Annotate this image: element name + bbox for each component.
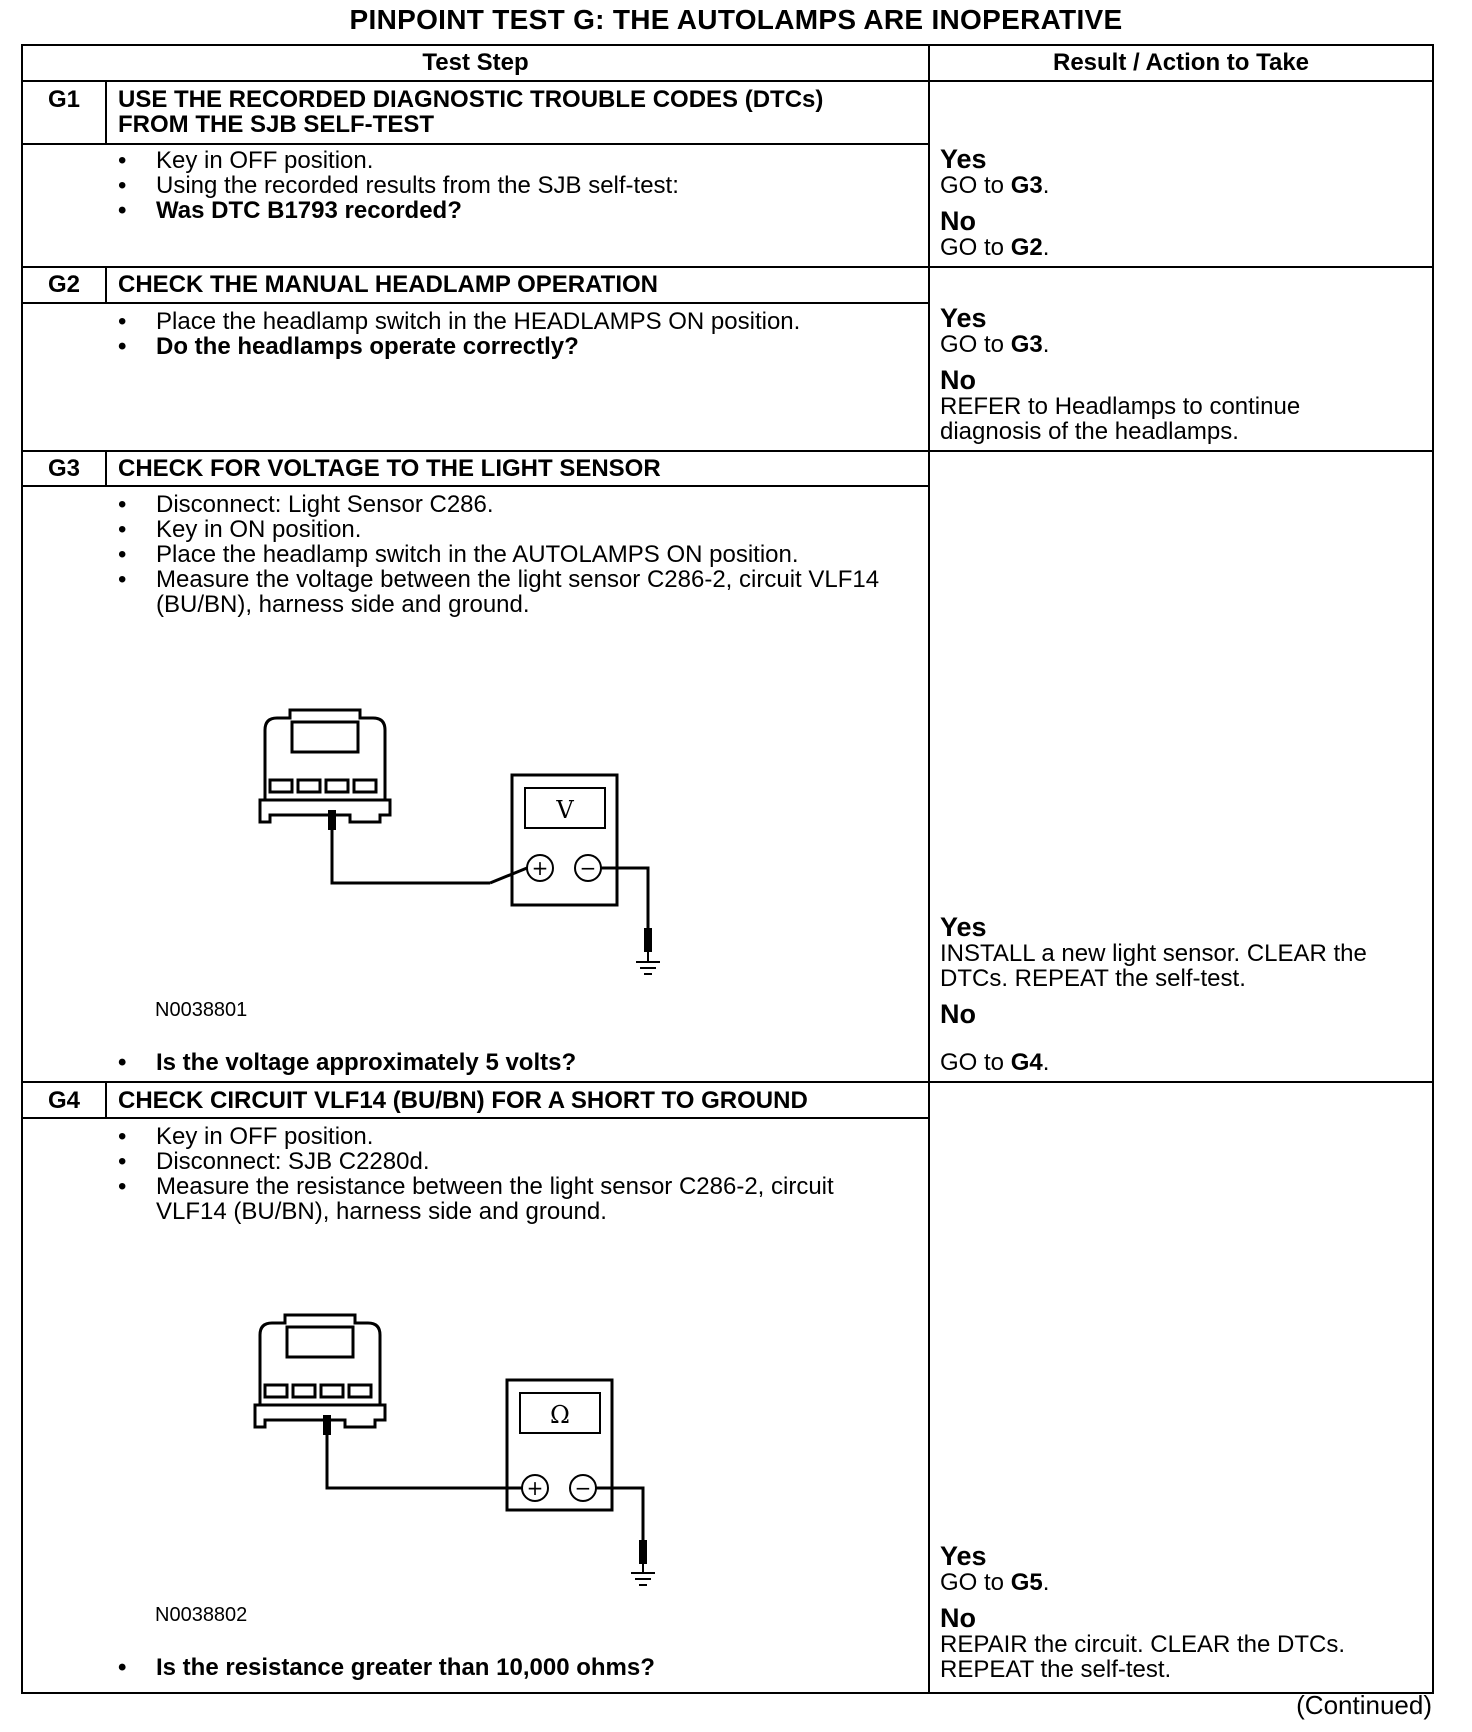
g2-no-label: No (940, 365, 976, 395)
g4-meter-plus-sign: + (526, 1476, 544, 1500)
g3-question-block (118, 1050, 908, 1075)
step-body-g3 (118, 492, 908, 617)
g4-connector-drawing (255, 1315, 385, 1427)
header-result: Result / Action to Take (1052, 49, 1310, 76)
g3-connector-pin-2 (298, 780, 320, 792)
header-bottom-border (21, 80, 1434, 82)
g2-question: • Do the headlamps operate correctly? (118, 334, 918, 359)
g1-bullet-1: • Key in OFF position. (118, 148, 918, 173)
result-g4 (940, 1543, 1420, 1682)
g4-connector-pin-1 (265, 1385, 287, 1397)
g1-yes-goto: GO to (940, 172, 1005, 199)
g3-meter-minus-sign: − (579, 856, 597, 880)
g4-figure-id: N0038802 (155, 1604, 248, 1626)
g4-positive-lead (327, 1425, 522, 1488)
g3-connector-pin-4 (354, 780, 376, 792)
g4-resistance-diagram (245, 1305, 705, 1605)
g1-yes-label: Yes (940, 144, 987, 174)
g2-title-underline (21, 302, 929, 304)
header-test-step: Test Step (422, 49, 529, 76)
g4-bullet-2: • Disconnect: SJB C2280d. (118, 1149, 908, 1174)
g3-question: • Is the voltage approximately 5 volts? (118, 1050, 908, 1075)
g4-negative-lead (596, 1488, 643, 1540)
g3-bullet-4: • Measure the voltage between the light sensor C286-2, circuit VLF14 (BU/BN), harness side and ground. (118, 567, 908, 617)
g3-id-divider (105, 450, 107, 487)
g4-no-line-1: REPAIR the circuit. CLEAR the DTCs. (940, 1631, 1345, 1658)
step-id-g4: G4 (48, 1087, 81, 1114)
g4-no-label: No (940, 1603, 976, 1633)
g3-ground-probe (644, 928, 652, 952)
g3-connector-body (260, 710, 390, 822)
table-top-border (21, 44, 1434, 46)
g4-question-block (118, 1655, 908, 1680)
g2-yes-target-link[interactable]: G3 (1010, 331, 1043, 358)
step-body-g2 (118, 309, 918, 359)
g4-bullet-1: • Key in OFF position. (118, 1124, 908, 1149)
step-title-g1-line2: FROM THE SJB SELF-TEST (118, 111, 435, 138)
g2-bullet-1: • Place the headlamp switch in the HEADLAMPS ON position. (118, 309, 918, 334)
g3-positive-lead-end (490, 868, 527, 883)
g4-connector-pin-4 (349, 1385, 371, 1397)
g4-question: • Is the resistance greater than 10,000 ohms? (118, 1655, 908, 1680)
step-body-g4 (118, 1124, 908, 1224)
g1-question: • Was DTC B1793 recorded? (118, 198, 918, 223)
step-separator-g4 (21, 1081, 1434, 1083)
step-separator-g2 (21, 266, 1434, 268)
g1-no-action: GO to G2. (940, 234, 1050, 261)
g3-positive-lead (332, 820, 490, 883)
result-g2 (940, 305, 1420, 444)
g3-figure-id: N0038801 (155, 999, 248, 1021)
step-title-g3: CHECK FOR VOLTAGE TO THE LIGHT SENSOR (118, 455, 661, 482)
g3-meter-body (512, 775, 617, 905)
continued-label: (Continued) (1296, 1690, 1432, 1720)
g2-yes-label: Yes (940, 303, 987, 333)
g3-yes-label: Yes (940, 912, 987, 942)
g1-no-label: No (940, 206, 976, 236)
g4-id-divider (105, 1081, 107, 1119)
g3-connector-pin-3 (326, 780, 348, 792)
g3-no-goto: GO to (940, 1049, 1005, 1076)
g4-connector-latch (287, 1327, 353, 1357)
g4-yes-label: Yes (940, 1541, 987, 1571)
g3-negative-lead (601, 868, 648, 928)
step-id-g2: G2 (48, 271, 81, 298)
g4-yes-action: GO to G5. (940, 1569, 1050, 1596)
g2-yes-action: GO to G3. (940, 331, 1050, 358)
g4-meter-symbol: Ω (550, 1401, 570, 1429)
g4-yes-target-link[interactable]: G5 (1010, 1569, 1043, 1596)
g3-title-underline (21, 485, 929, 487)
step-title-g1 (118, 87, 918, 137)
step-id-g1: G1 (48, 86, 81, 113)
g2-yes-goto: GO to (940, 331, 1005, 358)
table-bottom-border (21, 1692, 1434, 1694)
result-g3 (940, 914, 1420, 1075)
step-title-g4: CHECK CIRCUIT VLF14 (BU/BN) FOR A SHORT TO GROUND (118, 1087, 808, 1114)
g3-no-target-link[interactable]: G4 (1010, 1049, 1043, 1076)
g2-id-divider (105, 266, 107, 304)
g4-connector-pin-2 (293, 1385, 315, 1397)
step-title-g1-line1: USE THE RECORDED DIAGNOSTIC TROUBLE CODES (DTCs) (118, 86, 824, 113)
g3-bullet-2: • Key in ON position. (118, 517, 908, 542)
g3-bullet-3: • Place the headlamp switch in the AUTOLAMPS ON position. (118, 542, 908, 567)
column-divider (928, 44, 930, 1694)
g4-meter-minus-sign: − (574, 1476, 592, 1500)
g1-yes-action: GO to G3. (940, 172, 1050, 199)
g3-voltage-diagram (250, 700, 710, 1000)
g4-connector-body (255, 1315, 385, 1427)
g4-no-line-2: REPEAT the self-test. (940, 1656, 1172, 1683)
g3-meter-symbol: V (556, 796, 574, 824)
g3-yes-line-1: INSTALL a new light sensor. CLEAR the (940, 940, 1367, 967)
g3-no-label: No (940, 999, 976, 1029)
step-body-g1 (118, 148, 918, 223)
g1-yes-target-link[interactable]: G3 (1010, 172, 1043, 199)
g1-title-underline (21, 143, 929, 145)
table-left-border (21, 44, 23, 1694)
g1-no-goto: GO to (940, 234, 1005, 261)
step-title-g2: CHECK THE MANUAL HEADLAMP OPERATION (118, 271, 659, 298)
g4-yes-goto: GO to (940, 1569, 1005, 1596)
step-separator-g3 (21, 450, 1434, 452)
g4-connector-pin-3 (321, 1385, 343, 1397)
table-right-border (1432, 44, 1434, 1694)
g3-bullet-1: • Disconnect: Light Sensor C286. (118, 492, 908, 517)
g1-no-target-link[interactable]: G2 (1010, 234, 1043, 261)
g3-connector-drawing (260, 710, 390, 822)
g3-no-action: GO to G4. (940, 1049, 1050, 1076)
g4-title-underline (21, 1117, 929, 1119)
g4-ground-probe (639, 1540, 647, 1564)
step-id-g3: G3 (48, 455, 81, 482)
g2-no-line-2: diagnosis of the headlamps. (940, 418, 1239, 445)
g3-meter-plus-sign: + (531, 856, 549, 880)
g3-connector-latch (292, 722, 358, 752)
result-g1 (940, 146, 1420, 260)
g4-bullet-3: • Measure the resistance between the light sensor C286-2, circuit VLF14 (BU/BN), harness side and ground. (118, 1174, 908, 1224)
g3-connector-pin-1 (270, 780, 292, 792)
g3-yes-line-2: DTCs. REPEAT the self-test. (940, 965, 1246, 992)
g1-bullet-2: • Using the recorded results from the SJB self-test: (118, 173, 918, 198)
g2-no-line-1: REFER to Headlamps to continue (940, 393, 1301, 420)
g1-id-divider (105, 80, 107, 145)
page-title: PINPOINT TEST G: THE AUTOLAMPS ARE INOPERATIVE (349, 4, 1123, 35)
